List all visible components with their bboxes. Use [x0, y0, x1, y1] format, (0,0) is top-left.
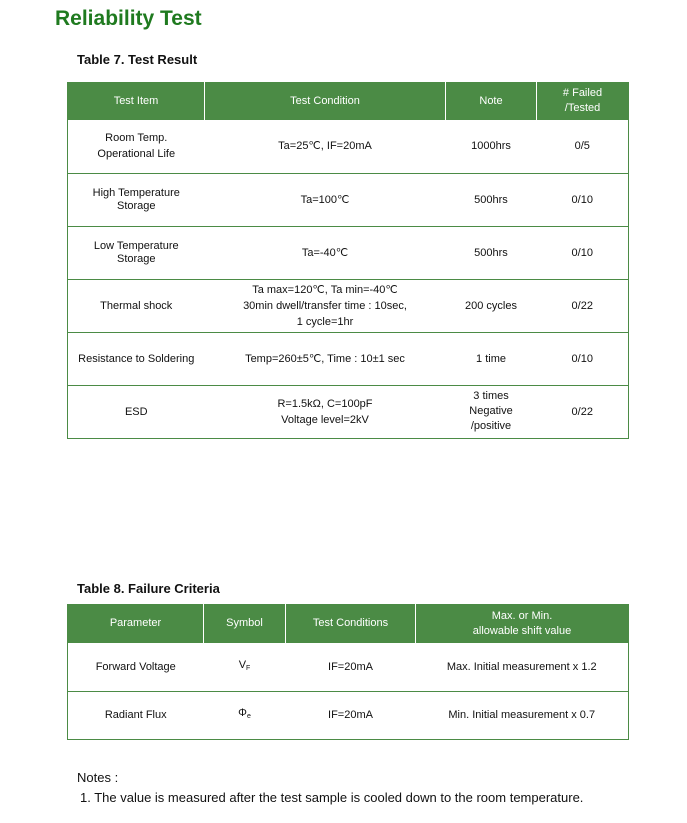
table-row	[68, 120, 629, 173]
symbol-subscript: e	[246, 713, 251, 720]
failure-criteria-table	[67, 604, 629, 740]
test-condition-cell: R=1.5kΩ, C=100pF Voltage level=2kV	[205, 385, 446, 438]
failed-tested-cell: 0/5	[537, 120, 629, 173]
symbol-cell	[204, 643, 286, 691]
condition-cell: IF=20mA	[286, 691, 416, 739]
table8-caption: Table 8. Failure Criteria	[77, 581, 220, 596]
note-cell: 3 times Negative /positive	[446, 385, 537, 438]
table-header-row	[68, 604, 629, 643]
table-header-row	[68, 82, 629, 120]
failed-tested-cell: 0/10	[537, 173, 629, 226]
table-row	[68, 173, 629, 226]
symbol-subscript: F	[246, 664, 251, 672]
shift-cell: Max. Initial measurement x 1.2	[416, 643, 629, 691]
failed-tested-cell: 0/22	[537, 279, 629, 332]
header-test-conditions: Test Conditions	[286, 604, 416, 643]
header-test-item: Test Item	[68, 82, 205, 120]
header-symbol: Symbol	[204, 604, 286, 643]
table-row	[68, 226, 629, 279]
note-cell: 1000hrs	[446, 120, 537, 173]
test-item-cell: High Temperature Storage	[68, 173, 205, 226]
note-cell: 500hrs	[446, 173, 537, 226]
shift-cell: Min. Initial measurement x 0.7	[416, 691, 629, 739]
notes-section	[77, 768, 583, 808]
test-condition-cell: Ta max=120℃, Ta min=-40℃ 30min dwell/transfer time : 10sec, 1 cycle=1hr	[205, 279, 446, 332]
failed-tested-cell: 0/10	[537, 226, 629, 279]
header-test-condition: Test Condition	[205, 82, 446, 120]
table7-caption: Table 7. Test Result	[77, 52, 198, 67]
header-parameter: Parameter	[68, 604, 204, 643]
symbol-main: V	[238, 658, 247, 671]
header-allowable-shift: Max. or Min. allowable shift value	[416, 604, 629, 643]
test-item-cell: Room Temp. Operational Life	[68, 120, 205, 173]
header-failed-tested: # Failed /Tested	[537, 82, 629, 120]
parameter-cell: Radiant Flux	[68, 691, 204, 739]
test-item-cell: Thermal shock	[68, 279, 205, 332]
note-cell: 200 cycles	[446, 279, 537, 332]
test-condition-cell: Ta=-40℃	[205, 226, 446, 279]
table-row	[68, 691, 629, 739]
test-item-cell: ESD	[68, 385, 205, 438]
parameter-cell: Forward Voltage	[68, 643, 204, 691]
notes-heading: Notes :	[77, 770, 119, 785]
test-condition-cell: Temp=260±5℃, Time : 10±1 sec	[205, 332, 446, 385]
symbol-main: Φ	[238, 707, 247, 719]
note-cell: 500hrs	[446, 226, 537, 279]
failed-tested-cell: 0/22	[537, 385, 629, 438]
note-cell: 1 time	[446, 332, 537, 385]
page-title: Reliability Test	[55, 7, 202, 30]
symbol-cell	[204, 691, 286, 739]
header-note: Note	[446, 82, 537, 120]
table-row	[68, 643, 629, 691]
table-row	[68, 279, 629, 332]
test-item-cell: Low Temperature Storage	[68, 226, 205, 279]
test-result-table	[67, 82, 629, 439]
test-condition-cell: Ta=25℃, IF=20mA	[205, 120, 446, 173]
table-row	[68, 332, 629, 385]
test-item-cell: Resistance to Soldering	[68, 332, 205, 385]
test-condition-cell: Ta=100℃	[205, 173, 446, 226]
failed-tested-cell: 0/10	[537, 332, 629, 385]
table-row	[68, 385, 629, 438]
note-item: 1. The value is measured after the test sample is cooled down to the room temperature.	[80, 790, 584, 805]
condition-cell: IF=20mA	[286, 643, 416, 691]
